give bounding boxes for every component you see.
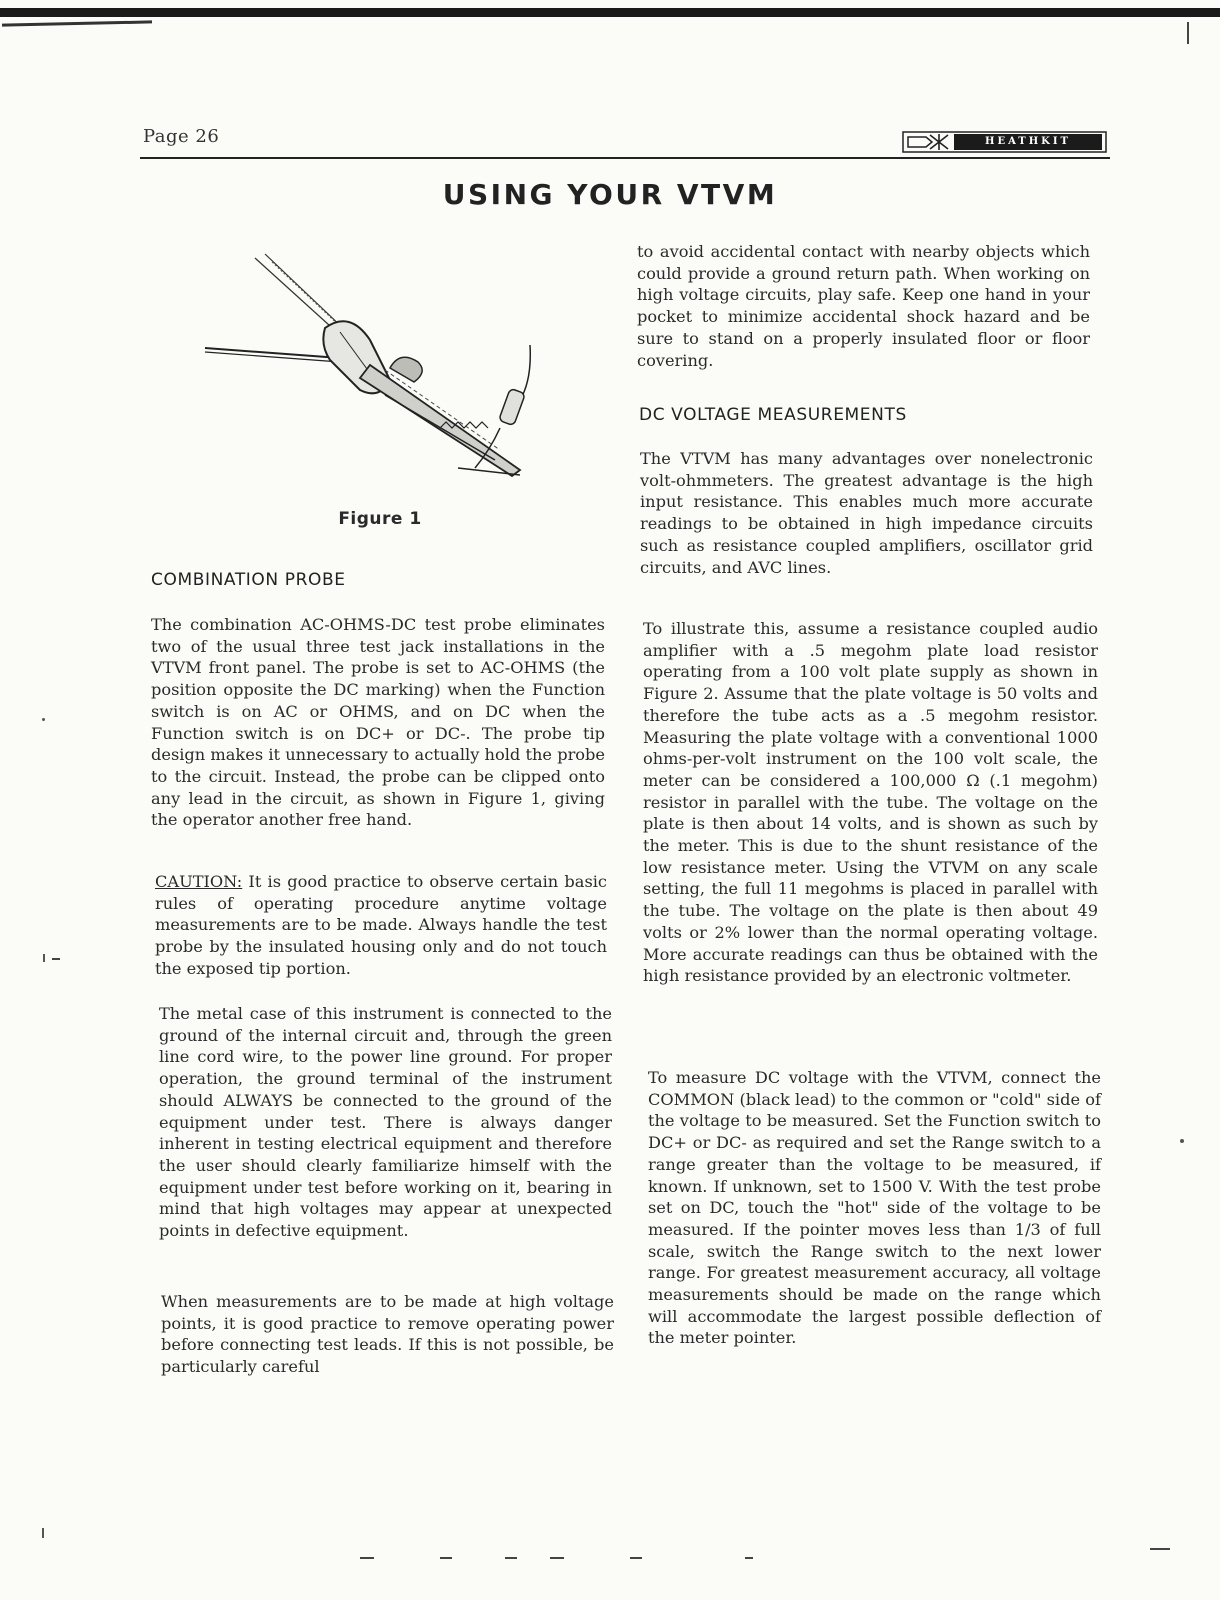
caution-text: It is good practice to observe certain basic rules of operating procedure anytime voltage measurements are to be made. Always handle the test probe by the insulated housing only and do not touch the exposed tip portion.: [155, 872, 607, 978]
caution-label: CAUTION:: [155, 872, 243, 891]
continuation-paragraph: to avoid accidental contact with nearby objects which could provide a ground return path. When working on high voltage circuits, play safe. Keep one hand in your pocket to minimize accidental shock hazard and be sure to stand on a properly insulated floor or floor covering.: [637, 242, 1090, 370]
header-rule: [140, 157, 1110, 159]
ground-safety-paragraph: The metal case of this instrument is connected to the ground of the internal circuit and, through the green line cord wire, to the power line ground. For proper operation, the ground terminal of the instrument should ALWAYS be connected to the ground of the equipment under test. There is always danger inherent in testing electrical equipment and therefore the user should clearly familiarize himself with the equipment under test before working on it, bearing in mind that high voltages may appear at unexpected points in defective equipment.: [159, 1004, 612, 1241]
top-scan-rule: [0, 8, 1220, 17]
illustration-paragraph: To illustrate this, assume a resistance coupled audio amplifier with a .5 megohm plate load resistor operating from a 100 volt plate supply as shown in Figure 2. Assume that the plate voltage is 50 volts and therefore the tube acts as a .5 megohm resistor. Measuring the plate voltage with a conventional 1000 ohms-per-volt instrument on the 100 volt scale, the meter can be considered a 100,000 Ω (.1 megohm) resistor in parallel with the tube. The voltage on the plate is then about 14 volts, and is shown as such by the meter. This is due to the shunt resistance of the low resistance meter. Using the VTVM on any scale setting, the full 11 megohms is placed in parallel with the tube. The voltage on the plate is then about 49 volts or 2% lower than the normal operating voltage. More accurate readings can thus be obtained with the high resistance provided by an electronic voltmeter.: [643, 619, 1098, 986]
top-scan-mark: [2, 20, 152, 26]
heathkit-logo: [902, 131, 1107, 153]
brand-wordmark: HEATHKIT: [954, 134, 1102, 150]
scan-speck: [1180, 1139, 1184, 1143]
scan-speck: [630, 1557, 642, 1559]
scan-speck: [550, 1557, 564, 1559]
scan-speck: [505, 1557, 517, 1559]
combination-probe-heading: COMBINATION PROBE: [151, 570, 346, 590]
scan-speck: [1150, 1548, 1170, 1550]
scan-speck: [42, 1528, 44, 1538]
combination-probe-paragraph: The combination AC-OHMS-DC test probe eliminates two of the usual three test jack installations in the VTVM front panel. The probe is set to AC-OHMS (the position opposite the DC marking) when the Function switch is on AC or OHMS, and on DC when the Function switch is on DC+ or DC-. The probe tip design makes it unnecessary to actually hold the probe to the circuit. Instead, the probe can be clipped onto any lead in the circuit, as shown in Figure 1, giving the operator another free hand.: [151, 615, 605, 830]
scan-speck: [43, 954, 45, 962]
probe-clip-illustration: [200, 250, 560, 490]
measure-dc-paragraph: To measure DC voltage with the VTVM, connect the COMMON (black lead) to the common or "cold" side of the voltage to be measured. Set the Function switch to DC+ or DC- as required and set the Range switch to a range greater than the voltage to be measured, if known. If unknown, set to 1500 V. With the test probe set on DC, touch the "hot" side of the voltage to be measured. If the pointer moves less than 1/3 of full scale, switch the Range switch to the next lower range. For greatest measurement accuracy, all voltage measurements should be made on the range which will accommodate the largest possible deflection of the meter pointer.: [648, 1068, 1101, 1348]
caution-paragraph: [155, 871, 607, 980]
vtvm-advantages-paragraph: The VTVM has many advantages over nonelectronic volt-ohmmeters. The greatest advantage is the high input resistance. This enables much more accurate readings to be obtained in high impedance circuits such as resistance coupled amplifiers, oscillator grid circuits, and AVC lines.: [640, 449, 1093, 577]
scan-speck: [745, 1557, 753, 1559]
dc-voltage-heading: DC VOLTAGE MEASUREMENTS: [639, 405, 907, 425]
figure-caption: Figure 1: [338, 509, 422, 529]
high-voltage-paragraph: When measurements are to be made at high voltage points, it is good practice to remove operating power before connecting test leads. If this is not possible, be particularly careful: [161, 1292, 614, 1377]
scan-speck: [52, 958, 60, 960]
page-title: USING YOUR VTVM: [442, 178, 778, 211]
scan-speck: [42, 718, 45, 721]
page-number: Page 26: [143, 126, 220, 147]
scan-speck: [440, 1557, 452, 1559]
scan-speck: [360, 1557, 374, 1559]
top-scan-tick: [1187, 22, 1189, 44]
